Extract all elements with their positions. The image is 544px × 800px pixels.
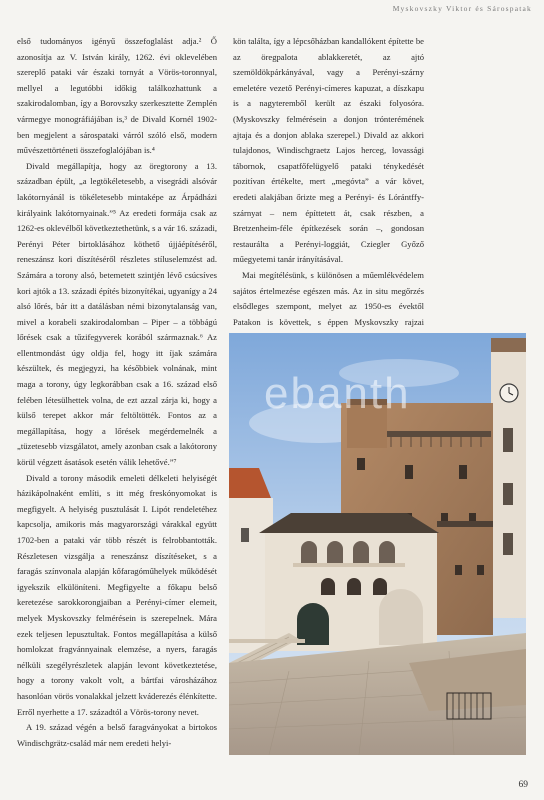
castle-courtyard-photo [229, 333, 526, 755]
right-text-column [233, 34, 424, 361]
page-number: 69 [518, 780, 528, 790]
body-paragraph: Divald megállapítja, hogy az öregtorony a 13. században épült, „a legtökéletesebb, a visegrádi alsóvár lakótornyánál is tökéletesebb mintaképe az Árpádházi királyaink lakótornyainak.”⁵ Az eredeti formája csak az 1262-es oklevélből következtethetünk, s a vár 16. századi, Perényi Péter birtoklásához köthető újjáépítéséről, reneszánsz kori díszítéséről részletes stíluselemzést ad. Számára a torony alsó, betemetett szintjén lévő csúcsíves kori ajtók a 13. századi építés bizonyítékai, ugyanígy a 24 alsó lőrés, bár itt a datálásban némi bizonytalanság van, mivel a korabeli szakirodalomban – Piper – a többágú lőrések csak a tűzifegyverek korából származnak.⁶ Az ellentmondást úgy oldja fel, hogy itt íjak számára készültek, és megjegyzi, ha későbbiek volnának, mint maga a torony, úgy legkorábban csak a 16. század első felében létesülhettek volna, de ezt azzal zárja ki, hogy a külső terepet akkor már feltöltötték. Fontos az a megállapítása, hogy a lőrések megérdemelnék a „tüzetesebb vizsgálatot, amely azonban csak a lakótorony körül végzett ásatások esetén válik lehetővé.”⁷ [17, 160, 217, 468]
photo-watermark: ebanth [264, 369, 411, 418]
left-text-column [17, 34, 217, 751]
body-paragraph: kön találta, így a lépcsőházban kandallókent építette be az öregpalota ablakkeretét, az ajtó szemöldökpárkányával, vagy a Perényi-szárny emeletére vezető Perényi-címeres kapuzat, a díszkapu is a nagyteremből került az északi folyosóra. (Myskovszky felmérésein a donjon trónterémének ajtaja és a donjon ablaka szerepel.) Divald az akkori tulajdonos, Windischgraetz Lajos herceg, lovassági tábornok, csapatfőfelügyelő pataki ténykedését pozitívan értékelte, mert „megóvta” a vár követ, eredeti alakjában őrizte meg a Perényi- és Lórántffy-szárnyat – nem építtetett át, csak részben, a Bretzenheim-féle építkezések során –, gondosan restaurálta a Perényi-loggiát, Cziegler Győző műegyetemi tanár irányításával. [233, 36, 424, 265]
body-paragraph: Mai megítélésünk, s különösen a műemlékvédelem sajátos értelmezése egészen más. Az in situ megőrzés elsődleges szempont, melyet az 1950-es évektől Patakon is követtek, s éppen Myskovszky rajzai [233, 269, 424, 327]
body-paragraph: első tudományos igényű összefoglalást adja.² Ő azonosítja az V. István király, 1262. évi oklevelében szereplő pataki vár északi tornyát a Vörös-toronnyal, mellyel a legutóbbi időkig találkozhattunk a szakirodalomban, így a Borovszky szerkesztette Zemplén vármegye monográfiájában is,³ de Divald Kornél 1902-ben megjelent a sárospataki várról szóló első, modern művészettörténeti összefoglalójában is.⁴ [17, 36, 217, 156]
body-paragraph: A 19. század végén a belső faragványokat a birtokos Windischgrätz-család már nem eredeti helyi- [17, 722, 217, 748]
body-paragraph: Divald a torony második emeleti délkeleti helyiségét házikápolnaként említi, s itt még freskónyomokat is megfigyelt. A helyiség pusztulását I. Lipót rendeletéhez kapcsolja, amikoris más magyarországi várakkal együtt 1702-ben a pataki vár több részét is felrobbantották. Részletesen vizsgálja a reneszánsz díszítéseket, s a faragás színvonala alapján kőfaragóműhelyek működését igyekszik elkülöníteni. Megfigyelte a főkapu belső keretezése sarokkorongjaiban a Perényi-címer elemeit, melyek Myskovszky felmérésein is szerepelnek. Mára ezek teljesen lepusztultak. Fontos megállapítása a külső homlokzat fragvánnyainak elemzése, a nyers, faragás nélküli szegélyrészletek alapján levont következtetése, hogy a torony vakolt volt, a bártfai városházához hasonlóan vörös vonalakkal jelzett kváderezés élénkítette. Erről nyerhette a 17. századtól a Vörös-torony nevet. [17, 472, 217, 717]
running-header: Myskovszky Viktor és Sárospatak [392, 4, 532, 13]
